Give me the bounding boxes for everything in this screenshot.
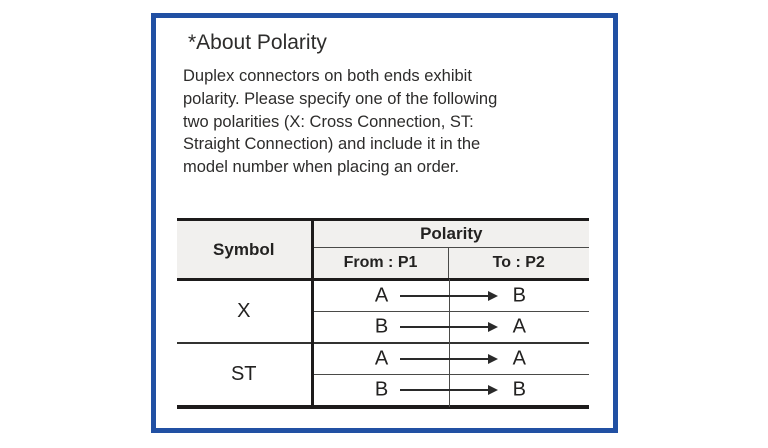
header-symbol: Symbol	[177, 220, 312, 280]
polarity-row	[314, 344, 590, 374]
polarity-row	[314, 281, 590, 311]
from-port-label: A	[374, 347, 389, 370]
to-port-label: B	[512, 284, 526, 307]
polarity-row	[314, 375, 590, 405]
paragraph-line: two polarities (X: Cross Connection, ST:	[183, 112, 474, 131]
polarity-info-panel	[151, 13, 618, 433]
table-row	[177, 280, 589, 312]
polarity-cell	[312, 343, 589, 375]
polarity-cell	[312, 375, 589, 408]
paragraph-line: Duplex connectors on both ends exhibit	[183, 67, 472, 85]
polarity-table	[177, 218, 589, 409]
polarity-row	[314, 312, 590, 342]
polarity-cell	[312, 312, 589, 344]
symbol-st-cell: ST	[177, 343, 312, 407]
from-port-label: B	[374, 315, 389, 338]
to-port-label: B	[512, 378, 526, 401]
paragraph-line: model number when placing an order.	[183, 158, 460, 177]
symbol-x-cell: X	[177, 280, 312, 344]
from-port-label: B	[374, 378, 389, 401]
from-port-label: A	[374, 284, 389, 307]
polarity-cell	[312, 280, 589, 312]
header-polarity: Polarity	[312, 220, 589, 248]
header-to-p2: To : P2	[448, 248, 589, 280]
to-port-label: A	[512, 315, 526, 338]
polarity-description	[183, 65, 497, 179]
paragraph-line: Straight Connection) and include it in the	[183, 135, 481, 154]
paragraph-line: polarity. Please specify one of the following	[183, 89, 498, 108]
section-title: *About Polarity	[188, 31, 327, 54]
to-port-label: A	[512, 347, 526, 370]
header-from-p1: From : P1	[312, 248, 448, 280]
table-row	[177, 343, 589, 375]
